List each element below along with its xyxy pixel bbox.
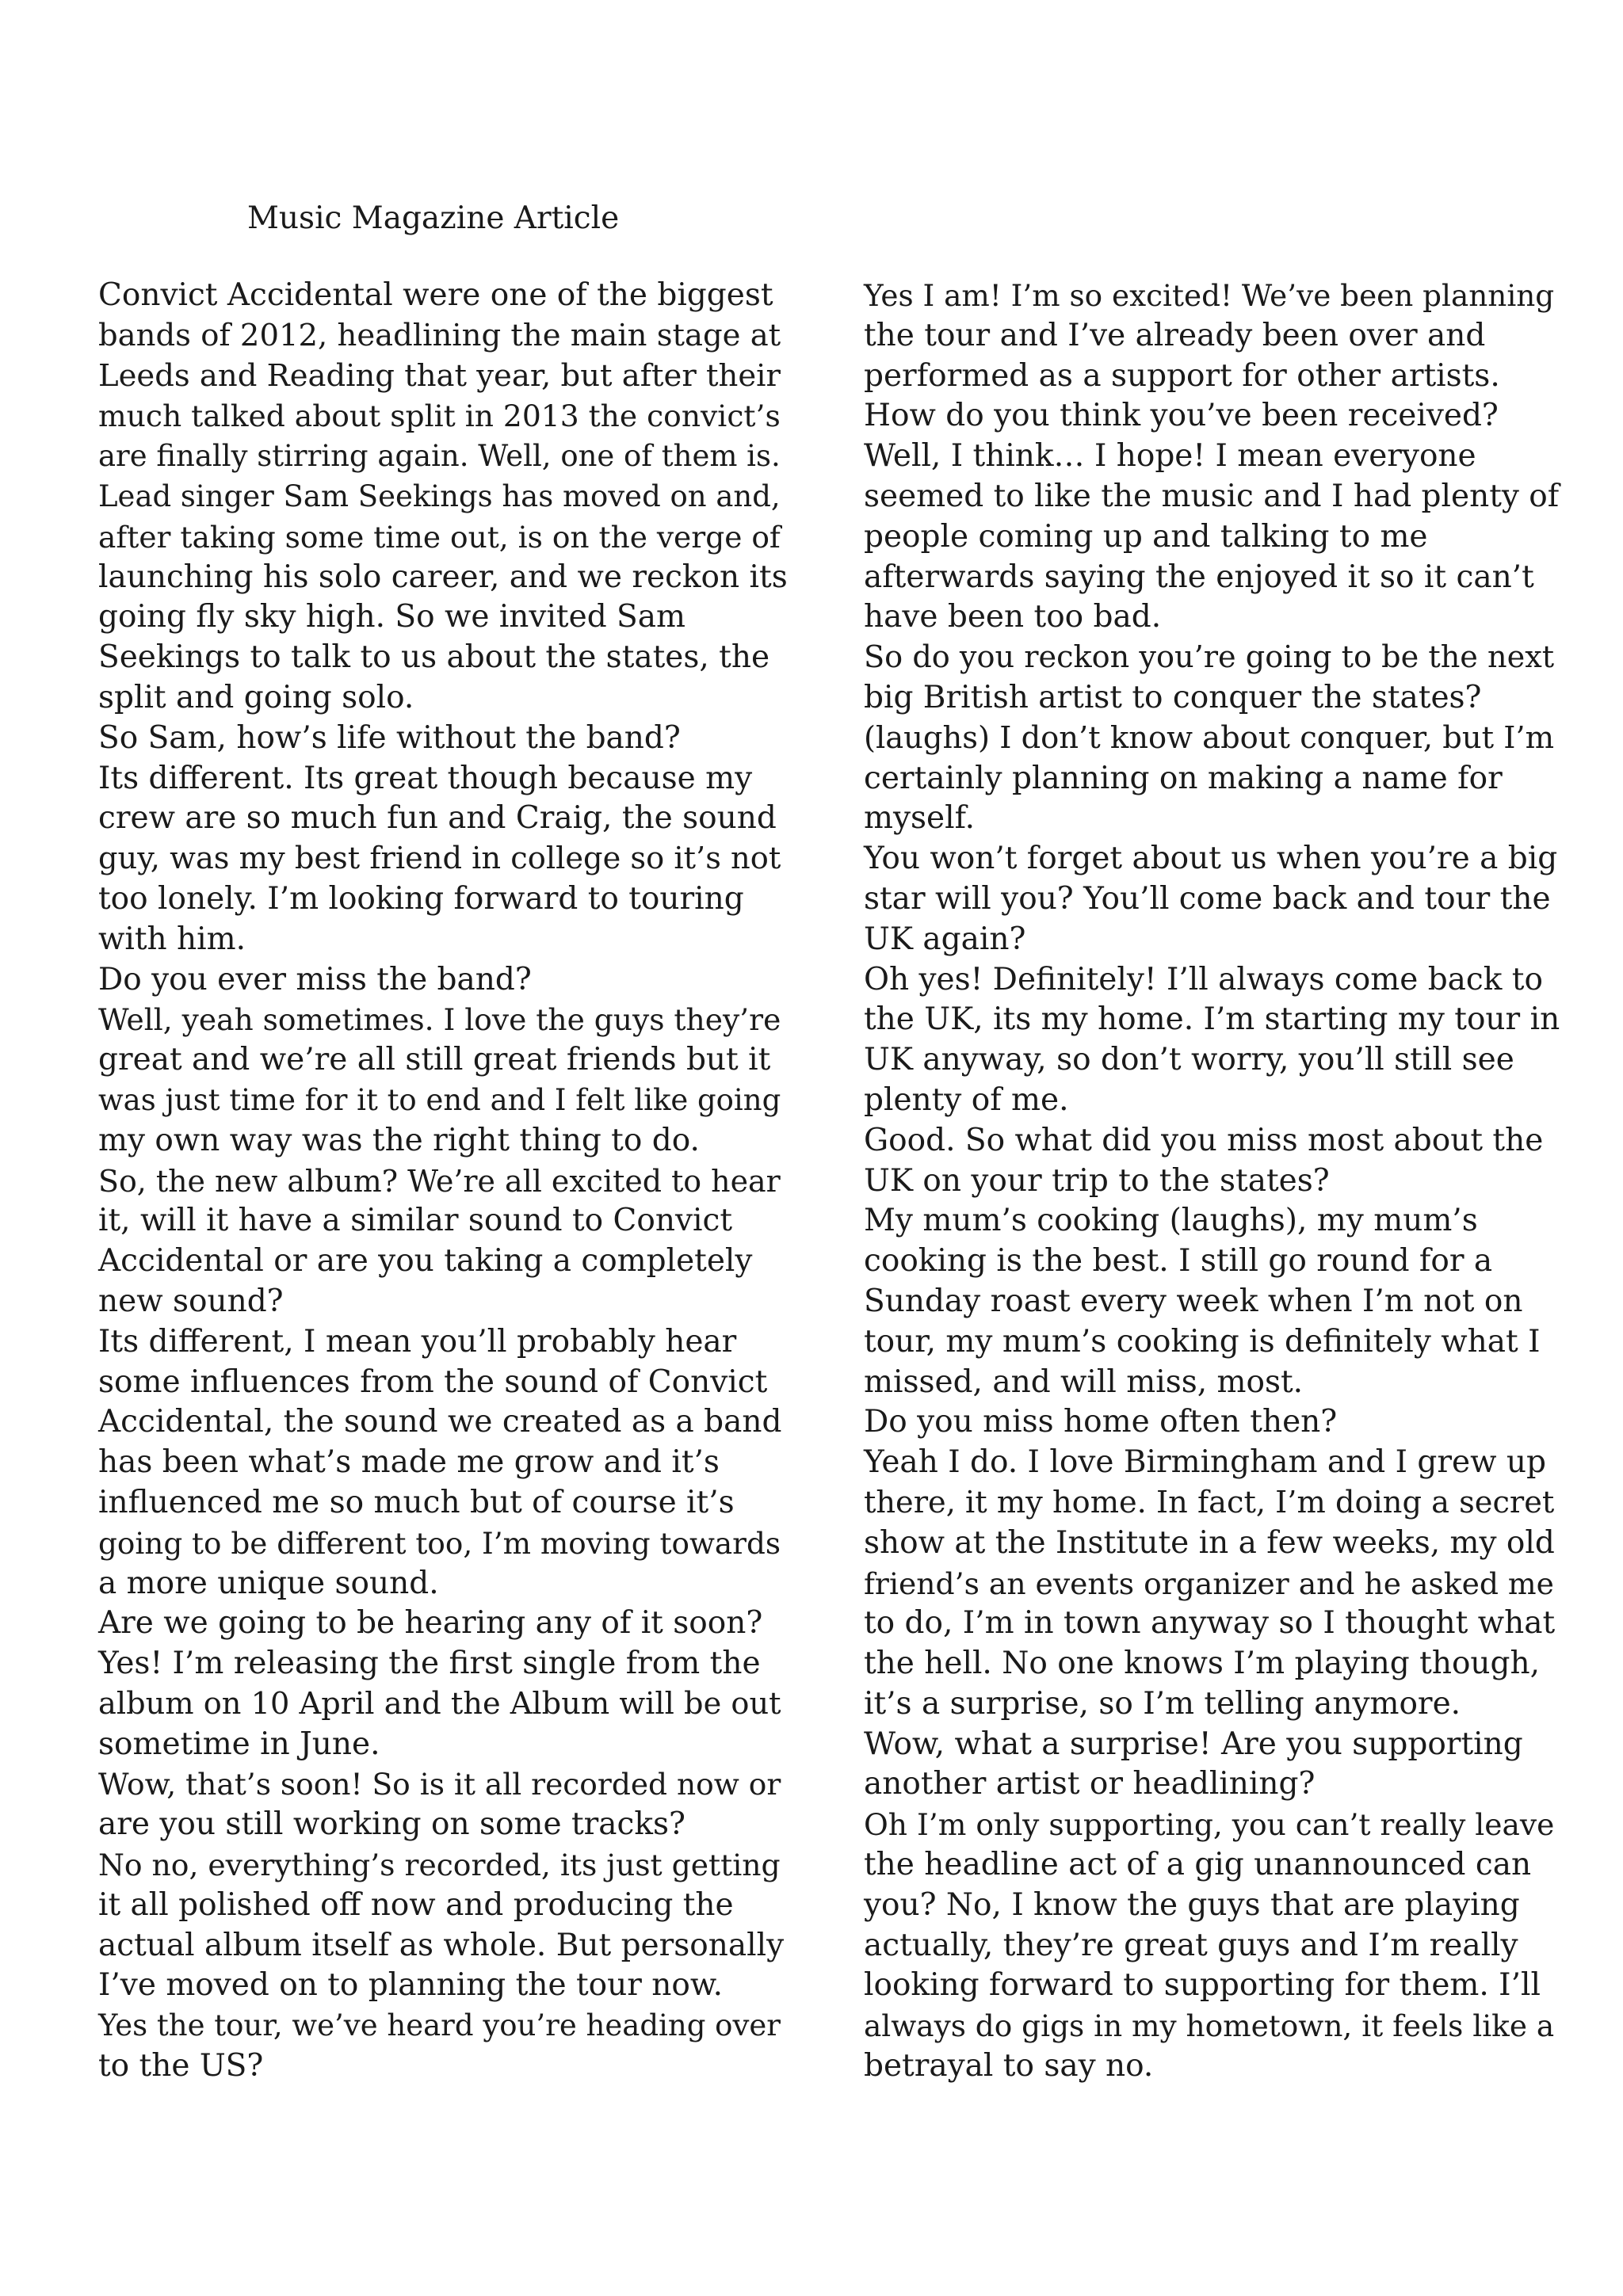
text-line: actual album itself as whole. But personally	[98, 1927, 785, 1963]
text-line: My mum’s cooking (laughs), my mum’s	[864, 1203, 1478, 1239]
text-line: Leeds and Reading that year, but after their	[98, 357, 781, 394]
text-line: myself.	[864, 800, 976, 837]
text-line: UK on your trip to the states?	[864, 1162, 1330, 1199]
text-line: seemed to like the music and I had plenty of	[864, 478, 1560, 514]
text-line: album on 10 April and the Album will be out	[98, 1685, 781, 1722]
text-line: Well, I think… I hope! I mean everyone	[864, 438, 1476, 475]
text-line: are you still working on some tracks?	[98, 1806, 685, 1843]
text-line: Wow, what a surprise! Are you supporting	[864, 1726, 1523, 1762]
text-line: UK again?	[864, 921, 1026, 957]
text-line: Do you ever miss the band?	[98, 961, 532, 997]
text-line: have been too bad.	[864, 599, 1162, 635]
text-line: So, the new album? We’re all excited to hear	[98, 1163, 781, 1199]
text-line: performed as a support for other artists.	[864, 357, 1500, 394]
text-line: Yes the tour, we’ve heard you’re heading over	[98, 2008, 781, 2043]
text-line: betrayal to say no.	[864, 2048, 1154, 2084]
text-line: plenty of me.	[864, 1081, 1069, 1118]
text-line: Convict Accidental were one of the biggest	[98, 277, 773, 313]
text-line: show at the Institute in a few weeks, my old	[864, 1524, 1555, 1561]
text-line: certainly planning on making a name for	[864, 760, 1503, 796]
text-line: Yes I am! I’m so excited! We’ve been planning	[864, 278, 1555, 313]
text-line: much talked about split in 2013 the convict’s	[98, 399, 781, 434]
text-line: afterwards saying the enjoyed it so it can’t	[864, 559, 1534, 595]
text-line: star will you? You’ll come back and tour the	[864, 880, 1551, 917]
text-line: to the US?	[98, 2048, 264, 2084]
text-line: Seekings to talk to us about the states, the	[98, 639, 770, 676]
text-line: too lonely. I’m looking forward to touring	[98, 880, 744, 917]
text-line: So Sam, how’s life without the band?	[98, 719, 681, 756]
text-line: How do you think you’ve been received?	[864, 398, 1499, 434]
text-line: guy, was my best friend in college so it’s not	[98, 841, 781, 877]
text-line: always do gigs in my hometown, it feels like a	[864, 2008, 1555, 2044]
text-line: No no, everything’s recorded, its just getting	[98, 1848, 781, 1883]
text-line: Accidental, the sound we created as a band	[98, 1404, 782, 1440]
text-line: with him.	[98, 921, 246, 957]
text-line: actually, they’re great guys and I’m really	[864, 1927, 1518, 1963]
text-line: to do, I’m in town anyway so I thought what	[864, 1605, 1556, 1642]
text-line: So do you reckon you’re going to be the next	[864, 640, 1555, 676]
text-line: cooking is the best. I still go round for a	[864, 1243, 1493, 1280]
text-line: crew are so much fun and Craig, the sound	[98, 800, 777, 837]
text-line: missed, and will miss, most.	[864, 1363, 1304, 1400]
text-line: (laughs) I don’t know about conquer, but I’m	[864, 719, 1555, 756]
text-line: it’s a surprise, so I’m telling anymore.	[864, 1685, 1461, 1722]
text-line: there, it my home. In fact, I’m doing a secret	[864, 1484, 1555, 1520]
text-line: going fly sky high. So we invited Sam	[98, 599, 685, 635]
text-line: Lead singer Sam Seekings has moved on and,	[98, 479, 781, 513]
text-line: I’ve moved on to planning the tour now.	[98, 1967, 723, 2004]
text-line: the hell. No one knows I’m playing though,	[864, 1646, 1541, 1682]
text-line: friend’s an events organizer and he asked me	[864, 1566, 1554, 1601]
text-line: my own way was the right thing to do.	[98, 1122, 700, 1158]
text-line: Its different. Its great though because my	[98, 760, 753, 796]
text-line: Yes! I’m releasing the first single from the	[98, 1646, 761, 1682]
text-line: great and we’re all still great friends but it	[98, 1042, 771, 1078]
text-line: are finally stirring again. Well, one of them is.	[98, 439, 781, 474]
text-line: a more unique sound.	[98, 1565, 439, 1601]
text-line: big British artist to conquer the states?	[864, 679, 1482, 715]
text-line: the tour and I’ve already been over and	[864, 317, 1486, 353]
text-line: Yeah I do. I love Birmingham and I grew up	[864, 1444, 1546, 1481]
text-line: the UK, its my home. I’m starting my tour in	[864, 1001, 1560, 1038]
text-line: Do you miss home often then?	[864, 1404, 1338, 1440]
text-line: You won’t forget about us when you’re a big	[864, 841, 1558, 877]
text-line: new sound?	[98, 1283, 284, 1319]
article-column-right	[864, 276, 1561, 2087]
text-line: it, will it have a similar sound to Convict	[98, 1203, 733, 1239]
page-title: Music Magazine Article	[247, 200, 620, 236]
text-line: after taking some time out, is on the verge of	[98, 519, 781, 555]
text-line: Accidental or are you taking a completely	[98, 1243, 753, 1280]
text-line: Its different, I mean you’ll probably hear	[98, 1323, 737, 1360]
text-line: launching his solo career, and we reckon its	[98, 559, 788, 595]
text-line: Wow, that’s soon! So is it all recorded now or	[98, 1767, 781, 1802]
text-line: bands of 2012, headlining the main stage at	[98, 317, 781, 353]
text-line: split and going solo.	[98, 679, 414, 715]
text-line: Oh I’m only supporting, you can’t really leave	[864, 1807, 1555, 1843]
text-line: Are we going to be hearing any of it soon?	[98, 1605, 763, 1642]
text-line: the headline act of a gig unannounced can	[864, 1847, 1532, 1883]
text-line: influenced me so much but of course it’s	[98, 1484, 735, 1520]
text-line: Oh yes! Definitely! I’ll always come back to	[864, 961, 1543, 997]
text-line: has been what’s made me grow and it’s	[98, 1444, 720, 1481]
text-line: going to be different too, I’m moving towards	[98, 1525, 781, 1561]
text-line: it all polished off now and producing the	[98, 1886, 734, 1923]
text-line: tour, my mum’s cooking is definitely what I	[864, 1323, 1541, 1360]
text-line: some influences from the sound of Convict	[98, 1363, 768, 1400]
text-line: looking forward to supporting for them. I’ll	[864, 1967, 1541, 2004]
text-line: sometime in June.	[98, 1726, 380, 1762]
text-line: Good. So what did you miss most about the	[864, 1122, 1544, 1158]
text-line: was just time for it to end and I felt like going	[98, 1082, 781, 1117]
text-line: another artist or headlining?	[864, 1766, 1316, 1802]
text-line: UK anyway, so don’t worry, you’ll still see	[864, 1042, 1514, 1078]
text-line: people coming up and talking to me	[864, 518, 1428, 555]
text-line: Well, yeah sometimes. I love the guys they’re	[98, 1002, 781, 1038]
text-line: Sunday roast every week when I’m not on	[864, 1283, 1523, 1319]
text-line: you? No, I know the guys that are playing	[864, 1886, 1520, 1923]
article-column-left	[98, 276, 788, 2087]
